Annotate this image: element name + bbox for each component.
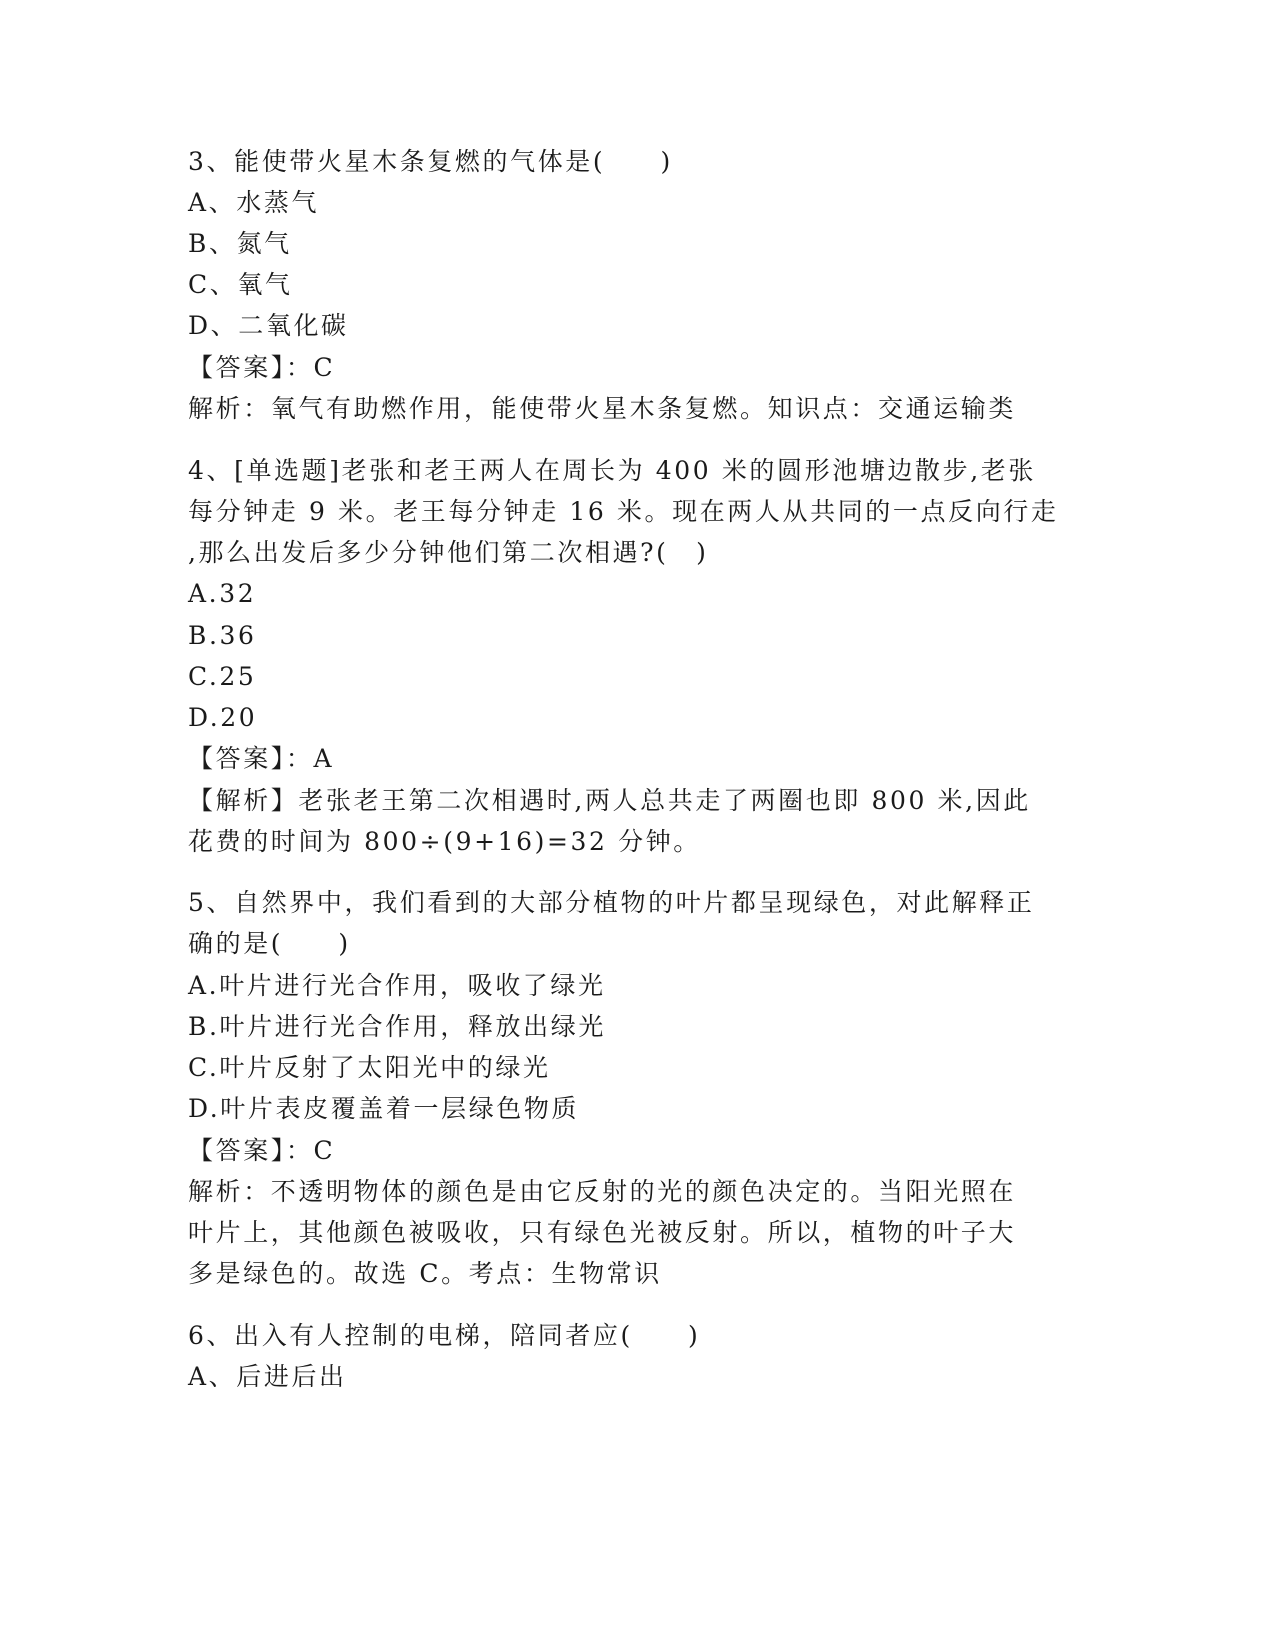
question-4-option-b: B.36 (188, 621, 257, 650)
question-3-option-d: D、二氧化碳 (188, 311, 349, 340)
question-4-stem-line-1: 4、[单选题]老张和老王两人在周长为 400 米的圆形池塘边散步,老张 (188, 456, 1036, 485)
question-5-option-a: A.叶片进行光合作用，吸收了绿光 (188, 971, 606, 1000)
question-4-analysis-line-1: 【解析】老张老王第二次相遇时,两人总共走了两圈也即 800 米,因此 (188, 786, 1031, 815)
question-5-stem-line-2: 确的是( ) (188, 929, 351, 958)
question-5-option-c: C.叶片反射了太阳光中的绿光 (188, 1053, 551, 1082)
question-5-analysis-line-2: 叶片上，其他颜色被吸收，只有绿色光被反射。所以，植物的叶子大 (188, 1218, 1017, 1247)
question-3-answer: 【答案】：C (188, 353, 336, 382)
question-4-analysis-line-2: 花费的时间为 800÷(9+16)=32 分钟。 (188, 827, 701, 856)
question-4-option-c: C.25 (188, 662, 257, 691)
question-5-analysis-line-3: 多是绿色的。故选 C。考点：生物常识 (188, 1259, 662, 1288)
question-3-option-a: A、水蒸气 (188, 188, 320, 217)
question-5-option-b: B.叶片进行光合作用，释放出绿光 (188, 1012, 606, 1041)
question-3-analysis: 解析：氧气有助燃作用，能使带火星木条复燃。知识点：交通运输类 (188, 394, 1017, 423)
question-4-option-d: D.20 (188, 703, 258, 732)
question-6-stem: 6、出入有人控制的电梯，陪同者应( ) (188, 1321, 701, 1350)
question-5-answer: 【答案】：C (188, 1136, 336, 1165)
question-5-analysis-line-1: 解析：不透明物体的颜色是由它反射的光的颜色决定的。当阳光照在 (188, 1177, 1017, 1206)
question-4-option-a: A.32 (188, 579, 257, 608)
question-4-answer: 【答案】：A (188, 744, 335, 773)
question-4-stem-line-2: 每分钟走 9 米。老王每分钟走 16 米。现在两人从共同的一点反向行走 (188, 497, 1059, 526)
question-4-stem-line-3: ,那么出发后多少分钟他们第二次相遇?( ) (188, 538, 709, 567)
question-3-option-c: C、氧气 (188, 270, 293, 299)
question-3-stem: 3、能使带火星木条复燃的气体是( ) (188, 147, 673, 176)
question-6-option-a: A、后进后出 (188, 1362, 347, 1391)
question-5-stem-line-1: 5、自然界中，我们看到的大部分植物的叶片都呈现绿色，对此解释正 (188, 888, 1035, 917)
question-3-option-b: B、氮气 (188, 229, 292, 258)
question-5-option-d: D.叶片表皮覆盖着一层绿色物质 (188, 1094, 580, 1123)
